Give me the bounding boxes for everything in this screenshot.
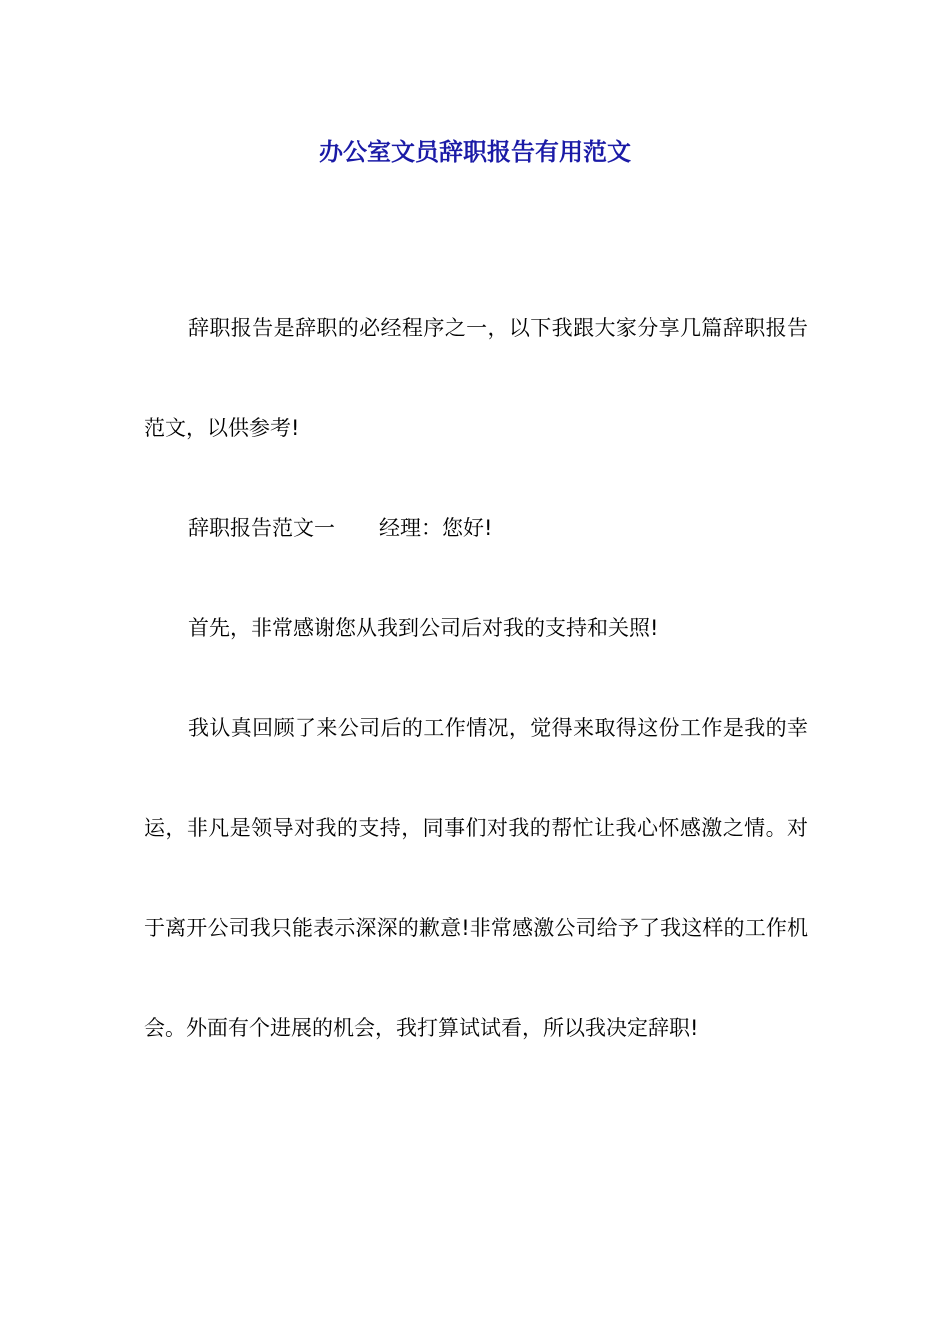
section-line (144, 478, 808, 578)
salutation: 经理：您好! (379, 516, 493, 540)
reason-paragraph: 我认真回顾了来公司后的工作情况，觉得来取得这份工作是我的幸运，非凡是领导对我的支持，同事们对我的帮忙让我心怀感激之情。对于离开公司我只能表示深深的歉意!非常感激公司给予了我这样的工作机会。外面有个进展的机会，我打算试试看，所以我决定辞职! (144, 716, 808, 1040)
intro-paragraph: 辞职报告是辞职的必经程序之一，以下我跟大家分享几篇辞职报告范文，以供参考! (144, 316, 808, 440)
section-heading: 辞职报告范文一 (188, 516, 335, 540)
thanks-paragraph: 首先，非常感谢您从我到公司后对我的支持和关照! (188, 616, 659, 640)
document-title: 办公室文员辞职报告有用范文 (319, 138, 631, 166)
document-body (144, 278, 808, 1078)
